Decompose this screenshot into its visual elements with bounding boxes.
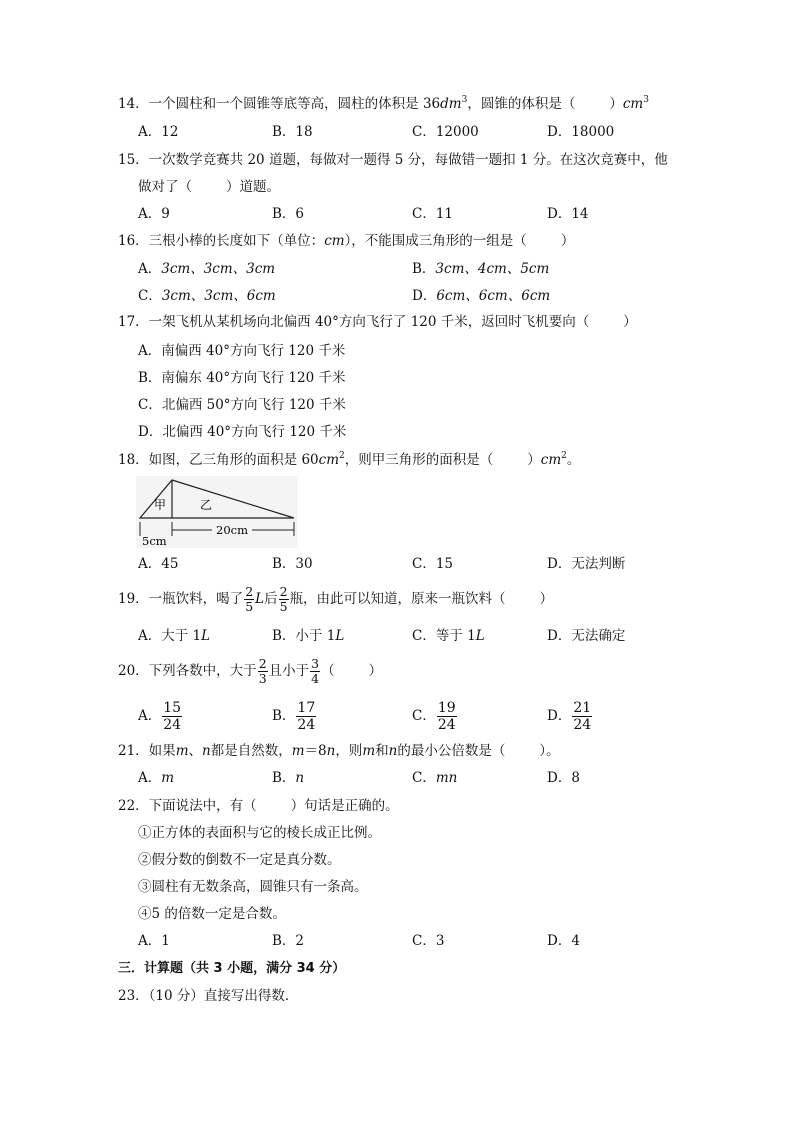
q16-option-c: C．3cm、3cm、6cm [138,288,276,304]
q21-option-a: A．m [138,770,175,786]
q17-option-b: B．南偏东 40°方向飞行 120 千米 [138,370,346,386]
dim-label-5cm: 5cm [142,534,167,548]
q22-stem: 22．下面说法中，有（ ）句话是正确的。 [118,798,399,814]
q18-option-d: D．无法判断 [547,556,626,572]
fraction-3-4: $\frac{3}{4}$ [311,656,320,686]
q18-stem: 18．如图，乙三角形的面积是 $60cm^2$，则甲三角形的面积是（ ）$cm^2$。 [118,451,581,468]
q22-statement-4: ④5 的倍数一定是合数。 [138,906,286,922]
q17-option-d: D．北偏西 40°方向飞行 120 千米 [138,424,347,440]
q16-option-d: D．6cm、6cm、6cm [412,288,551,304]
q14-stem: 14．一个圆柱和一个圆锥等底等高，圆柱的体积是 $36dm^3$，圆锥的体积是（ ）$cm^3$ [118,95,649,112]
q21-option-b: B．n [272,770,305,786]
q17-option-c: C．北偏西 50°方向飞行 120 千米 [138,397,346,413]
q15-stem-line2: 做对了（ ）道题。 [138,179,280,195]
q15-option-d: D．14 [547,206,589,222]
q19-stem: 19．一瓶饮料，喝了 $\frac{2}{5}$ L后 $\frac{2}{5}$ 瓶，由此可以知道，原来一瓶饮料（ ） [118,584,554,614]
dim-label-20cm: 20cm [216,523,248,537]
fraction-2-3: $\frac{2}{3}$ [258,656,267,686]
q15-option-a: A．9 [138,206,170,222]
label-jia: 甲 [154,498,167,512]
q15-option-c: C．11 [412,206,454,222]
q19-option-b: B．小于 1L [272,628,345,644]
q21-stem: 21．如果m、n都是自然数，m＝8n，则m和n的最小公倍数是（ ）。 [118,743,560,759]
q22-option-b: B．2 [272,933,305,949]
q15-option-b: B．6 [272,206,305,222]
q16-option-b: B．3cm、4cm、5cm [412,261,550,277]
fraction-2-5: $\frac{2}{5}$ [279,584,288,614]
q17-stem: 17．一架飞机从某机场向北偏西 40°方向飞行了 120 千米，返回时飞机要向（ ） [118,314,637,330]
fraction-2-5: $\frac{2}{5}$ [245,584,254,614]
q20-option-a: A． $\frac{15}{24}$ [138,700,182,733]
q16-option-a: A．3cm、3cm、3cm [138,261,276,277]
q21-option-c: C．mn [412,770,458,786]
q22-option-d: D．4 [547,933,580,949]
section-3-heading: 三．计算题（共 3 小题，满分 34 分） [118,961,346,976]
q22-option-a: A．1 [138,933,170,949]
q23-stem: 23．（10 分）直接写出得数． [118,988,299,1004]
q22-option-c: C．3 [412,933,445,949]
q19-option-a: A．大于 1L [138,628,211,644]
q22-statement-3: ③圆柱有无数条高，圆锥只有一条高。 [138,879,368,895]
q22-statement-1: ①正方体的表面积与它的棱长成正比例。 [138,825,381,841]
q16-stem: 16．三根小棒的长度如下（单位：cm），不能围成三角形的一组是（ ） [118,233,575,249]
q18-triangle-figure [136,476,298,548]
q17-option-a: A．南偏西 40°方向飞行 120 千米 [138,343,346,359]
q21-option-d: D．8 [547,770,580,786]
q14-option-b: B．18 [272,124,313,140]
q20-option-b: B． $\frac{17}{24}$ [272,700,316,733]
q19-option-d: D．无法确定 [547,628,626,644]
q14-option-c: C．12000 [412,124,479,140]
q18-option-a: A．45 [138,556,179,572]
q19-option-c: C．等于 1L [412,628,485,644]
q20-option-c: C． $\frac{19}{24}$ [412,700,456,733]
q18-option-b: B．30 [272,556,313,572]
label-yi: 乙 [200,498,213,512]
q14-option-a: A．12 [138,124,179,140]
q18-option-c: C．15 [412,556,454,572]
q20-stem: 20．下列各数中，大于 $\frac{2}{3}$ 且小于 $\frac{3}{4}$ （ ） [118,656,383,686]
q14-option-d: D．18000 [547,124,615,140]
q15-stem-line1: 15．一次数学竞赛共 20 道题，每做对一题得 5 分，每做错一题扣 1 分。在这次竞赛中，他 [118,152,668,168]
q22-statement-2: ②假分数的倒数不一定是真分数。 [138,852,341,868]
q20-option-d: D． $\frac{21}{24}$ [547,700,592,733]
